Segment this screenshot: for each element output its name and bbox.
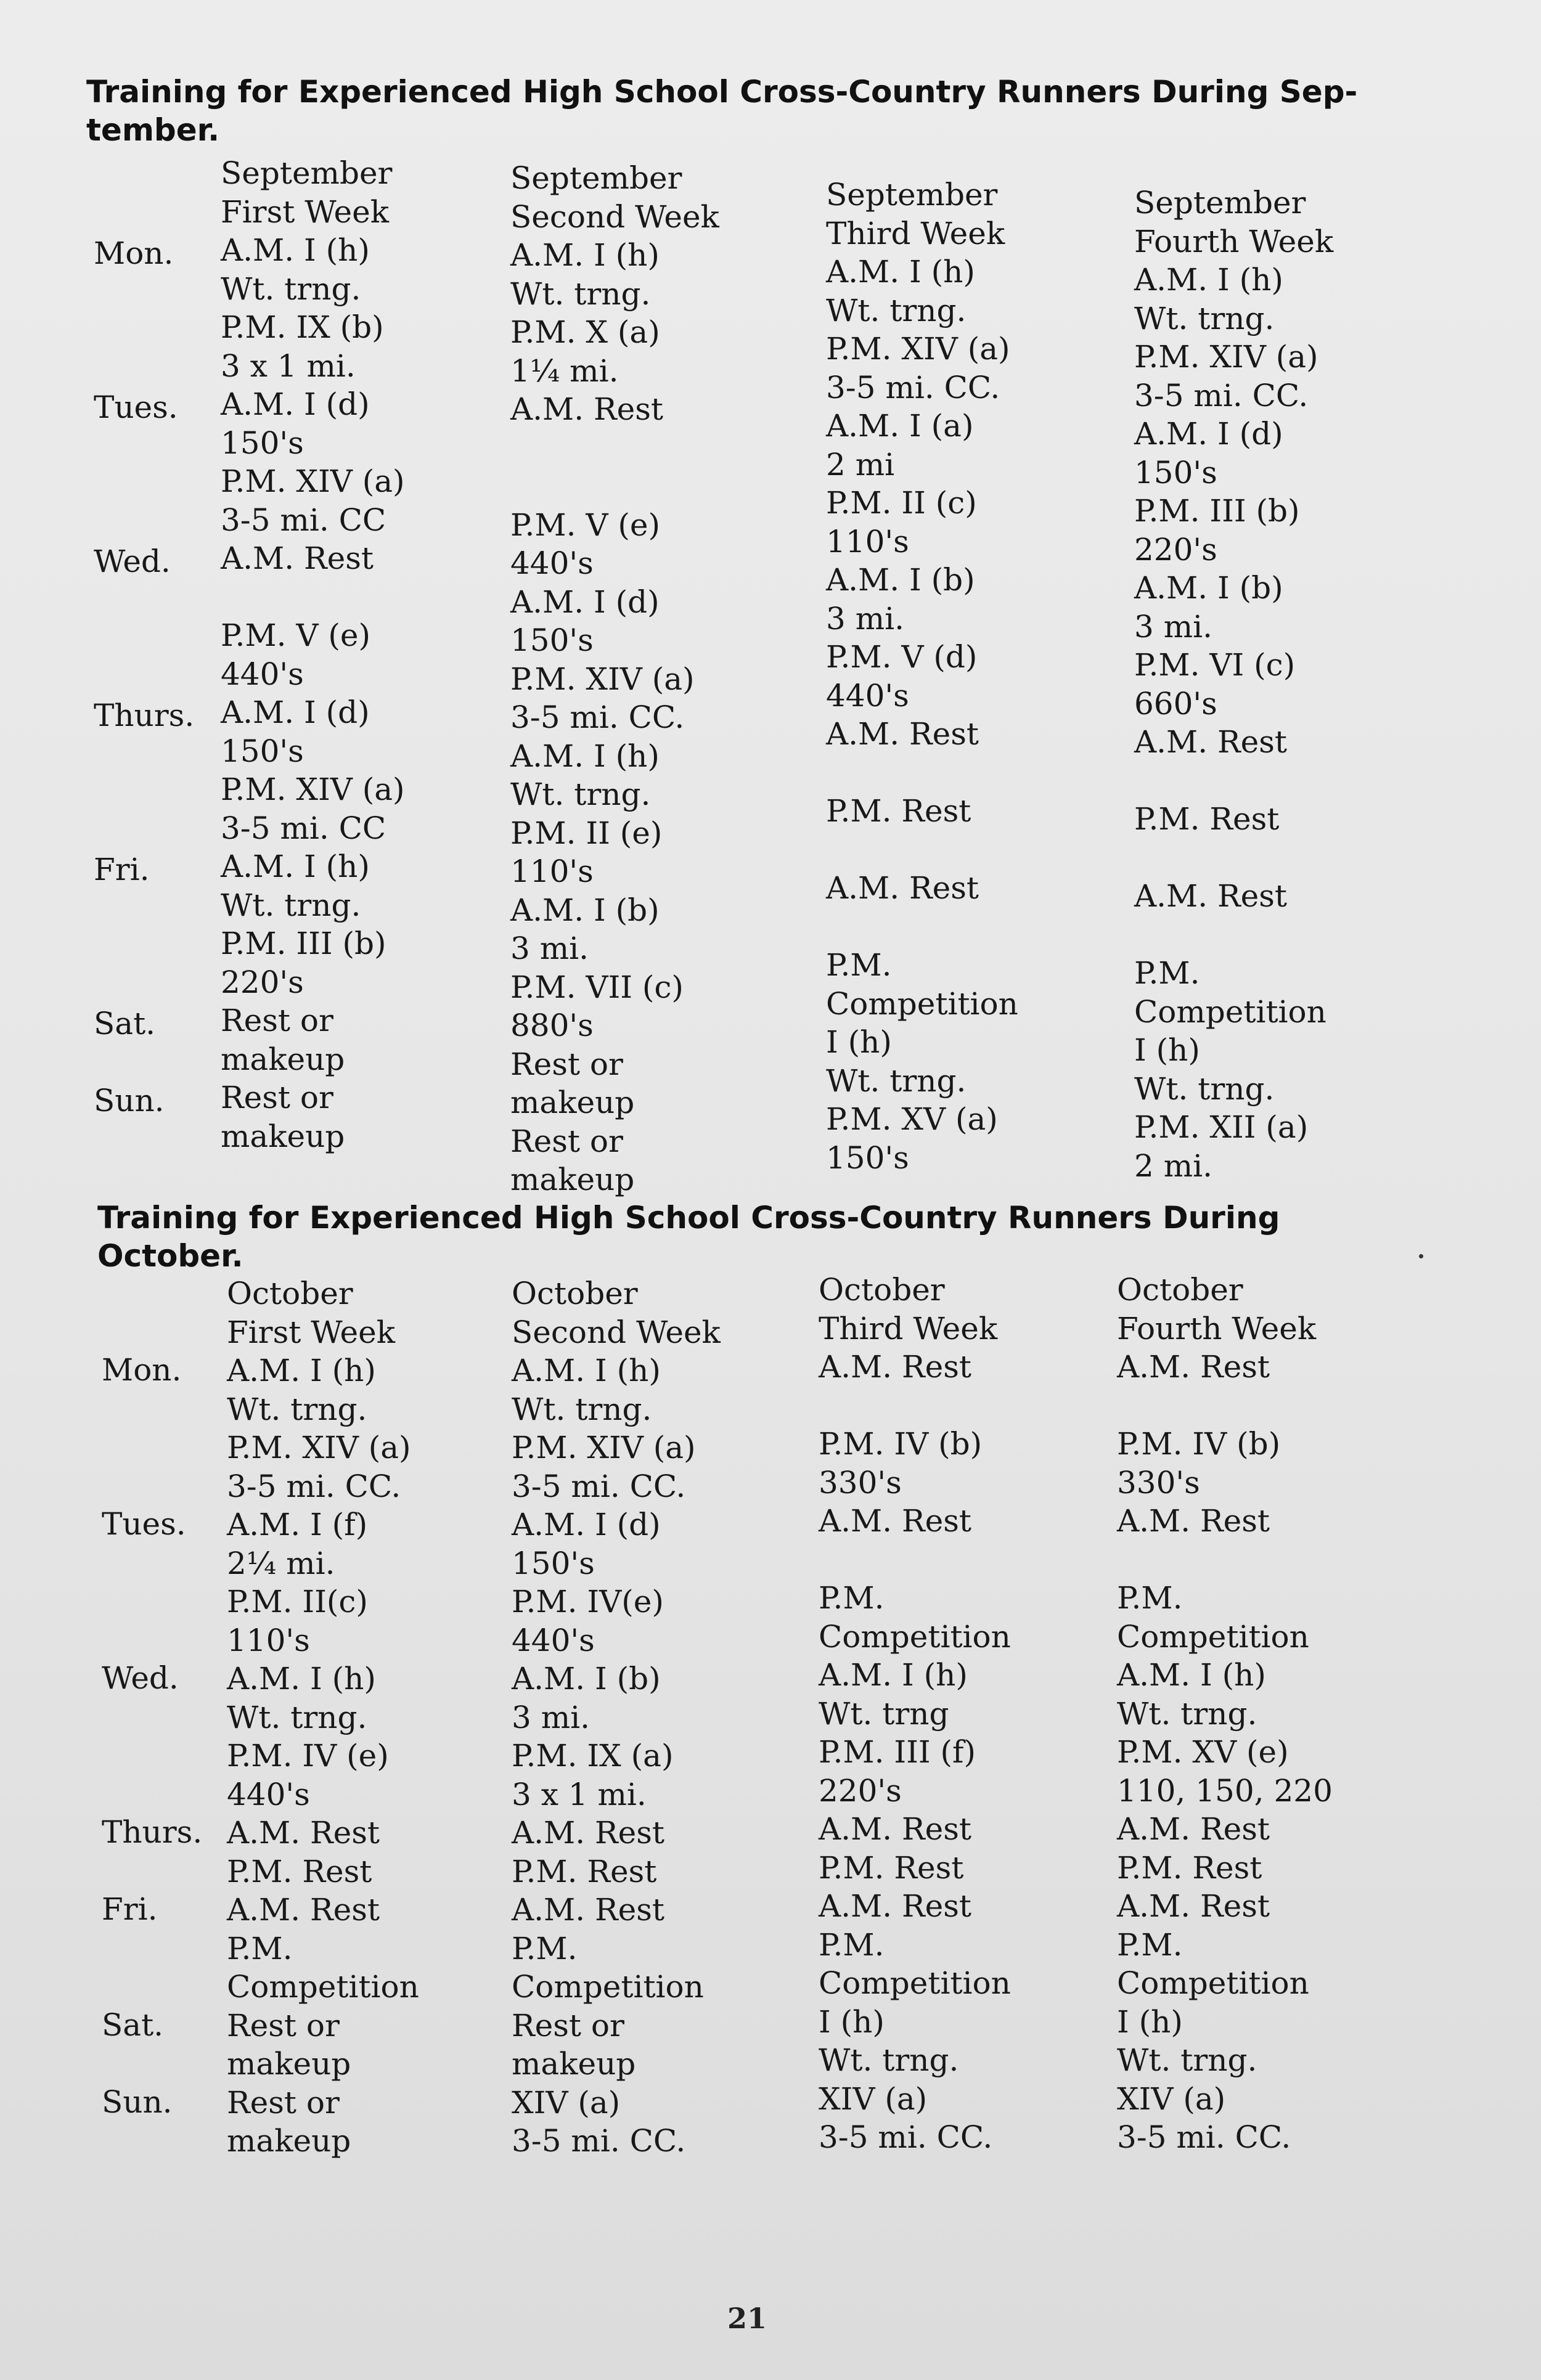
schedule-line: A.M. I (h) xyxy=(819,1657,968,1693)
schedule-line: Wt. trng. xyxy=(826,292,967,328)
schedule-line xyxy=(94,735,194,774)
schedule-line: P.M. xyxy=(819,1580,885,1616)
october-week3-column xyxy=(819,1271,1011,2157)
schedule-line: P.M. IV (b) xyxy=(1117,1426,1281,1462)
page-number: 21 xyxy=(727,2302,767,2335)
schedule-line: September xyxy=(510,160,682,196)
schedule-line: 3 mi. xyxy=(826,600,905,637)
schedule-line xyxy=(94,350,194,389)
schedule-line: P.M. V (e) xyxy=(221,617,370,653)
schedule-line xyxy=(94,1043,194,1082)
schedule-line xyxy=(102,1736,202,1775)
schedule-line: I (h) xyxy=(826,1024,892,1060)
schedule-line: 110, 150, 220 xyxy=(1117,1772,1333,1809)
schedule-line xyxy=(94,773,194,812)
schedule-line: P.M. VI (c) xyxy=(1134,647,1296,683)
schedule-line: A.M. Rest xyxy=(826,716,979,752)
schedule-line: Competition xyxy=(819,1965,1011,2001)
schedule-line: Rest or xyxy=(510,1046,623,1082)
schedule-line: 330's xyxy=(819,1464,902,1501)
schedule-line: P.M. II (e) xyxy=(510,815,663,851)
schedule-line: A.M. Rest xyxy=(221,540,374,576)
schedule-line: P.M. III (b) xyxy=(1134,493,1300,529)
schedule-line: Competition xyxy=(1117,1965,1309,2001)
schedule-line xyxy=(102,1390,202,1428)
schedule-line: makeup xyxy=(227,2046,351,2082)
schedule-line: 3-5 mi. CC. xyxy=(1134,377,1309,414)
schedule-line: Wt. trng. xyxy=(221,271,361,307)
schedule-line: Rest or xyxy=(510,1123,623,1159)
schedule-line xyxy=(826,754,1018,793)
schedule-line: 3 mi. xyxy=(512,1699,591,1735)
schedule-line: 220's xyxy=(1134,531,1217,568)
september-week4-column xyxy=(1134,184,1333,1185)
schedule-line: P.M. xyxy=(1117,1580,1183,1616)
schedule-line: makeup xyxy=(510,1085,635,1120)
schedule-line: A.M. Rest xyxy=(819,1503,971,1539)
schedule-line: A.M. Rest xyxy=(826,870,979,906)
schedule-line: A.M. I (h) xyxy=(1134,262,1283,298)
schedule-line: 440's xyxy=(826,677,909,714)
schedule-line: 150's xyxy=(1134,454,1217,491)
schedule-line: October xyxy=(512,1276,638,1311)
schedule-line: 3 mi. xyxy=(510,931,589,966)
schedule-line: A.M. I (b) xyxy=(826,562,975,598)
october-week4-column xyxy=(1117,1271,1333,2157)
schedule-line: P.M. XIV (a) xyxy=(826,331,1010,367)
schedule-line: Wt. trng. xyxy=(510,776,651,812)
schedule-line: 110's xyxy=(227,1622,310,1658)
schedule-line: 150's xyxy=(221,425,304,461)
schedule-line: A.M. I (h) xyxy=(510,738,660,774)
schedule-line: A.M. I (h) xyxy=(221,232,370,268)
schedule-line: Wt. trng. xyxy=(826,1062,967,1099)
schedule-line: 880's xyxy=(510,1008,594,1043)
schedule-line: Wt. trng. xyxy=(510,275,651,312)
schedule-line: A.M. Rest xyxy=(1134,724,1287,760)
schedule-line: First Week xyxy=(227,1314,396,1350)
schedule-line: P.M. Rest xyxy=(826,793,971,829)
schedule-line: September xyxy=(1134,185,1306,221)
schedule-line: Fri. xyxy=(102,1891,158,1927)
schedule-line: Fourth Week xyxy=(1117,1310,1317,1347)
schedule-line: P.M. Rest xyxy=(1134,801,1280,837)
september-week1-column xyxy=(221,154,405,1155)
schedule-line xyxy=(102,1929,202,1968)
schedule-line xyxy=(510,429,719,468)
schedule-line: Rest or xyxy=(221,1080,333,1115)
schedule-line xyxy=(102,1775,202,1814)
schedule-line: Wt. trng. xyxy=(227,1391,367,1427)
schedule-line: P.M. XIV (a) xyxy=(512,1430,696,1465)
schedule-line: makeup xyxy=(510,1162,635,1197)
schedule-line: 3-5 mi. CC. xyxy=(1117,2119,1291,2155)
schedule-line: 3 x 1 mi. xyxy=(221,348,356,384)
schedule-line: Second Week xyxy=(510,198,719,235)
schedule-line: 3-5 mi. CC. xyxy=(227,1468,401,1504)
schedule-line: A.M. Rest xyxy=(512,1892,664,1928)
schedule-line: Wt. trng. xyxy=(227,1699,367,1735)
schedule-line: A.M. I (h) xyxy=(512,1353,661,1388)
schedule-line: Third Week xyxy=(819,1310,998,1347)
schedule-line: P.M. XIV (a) xyxy=(1134,339,1318,375)
schedule-line: Wt. trng. xyxy=(221,887,361,923)
schedule-line xyxy=(510,467,719,506)
schedule-line: Sat. xyxy=(102,2007,164,2043)
schedule-line xyxy=(94,311,194,350)
schedule-line xyxy=(94,465,194,504)
schedule-line: P.M. IX (b) xyxy=(221,309,384,345)
schedule-line xyxy=(1117,1541,1333,1579)
schedule-line: Competition xyxy=(1134,993,1326,1030)
schedule-line: A.M. I (d) xyxy=(1134,416,1283,452)
schedule-line: 3-5 mi. CC. xyxy=(819,2119,993,2155)
schedule-line: September xyxy=(826,177,998,213)
schedule-line: A.M. I (d) xyxy=(512,1507,661,1543)
schedule-line: A.M. Rest xyxy=(1117,1811,1270,1847)
schedule-line: Wt. trng. xyxy=(1117,2042,1257,2078)
schedule-line xyxy=(221,578,405,617)
schedule-line xyxy=(94,581,194,620)
schedule-line xyxy=(819,1387,1011,1425)
schedule-line: A.M. Rest xyxy=(819,1811,971,1847)
schedule-line: P.M. Rest xyxy=(227,1853,372,1889)
schedule-line: XIV (a) xyxy=(1117,2080,1226,2117)
schedule-line: 3-5 mi. CC. xyxy=(826,369,1000,405)
schedule-line: 440's xyxy=(510,545,594,581)
schedule-line: A.M. Rest xyxy=(227,1815,380,1851)
schedule-line xyxy=(94,658,194,697)
schedule-line: A.M. I (d) xyxy=(510,584,660,620)
schedule-line: A.M. Rest xyxy=(1117,1349,1270,1385)
schedule-line: 110's xyxy=(826,523,909,560)
schedule-line: Wt. trng. xyxy=(1134,1070,1275,1107)
schedule-line: First Week xyxy=(221,194,390,230)
schedule-line xyxy=(94,889,194,928)
schedule-line: 110's xyxy=(510,854,594,889)
schedule-line: A.M. I (d) xyxy=(221,386,370,422)
schedule-line: P.M. xyxy=(227,1930,293,1966)
schedule-line: A.M. I (h) xyxy=(227,1661,376,1697)
october-day-labels xyxy=(102,1351,202,2160)
schedule-line: Tues. xyxy=(94,389,178,425)
schedule-line: 150's xyxy=(512,1545,595,1581)
schedule-line: 3-5 mi. CC xyxy=(221,502,386,538)
schedule-line xyxy=(102,1467,202,1506)
schedule-line: 660's xyxy=(1134,685,1217,722)
schedule-line xyxy=(102,2044,202,2083)
schedule-line: 440's xyxy=(221,656,304,692)
schedule-line: P.M. Rest xyxy=(819,1849,964,1886)
schedule-line: Competition xyxy=(819,1618,1011,1655)
schedule-line: P.M. XV (e) xyxy=(1117,1734,1289,1770)
schedule-line: Wt. trng xyxy=(819,1695,949,1732)
schedule-line xyxy=(819,1541,1011,1579)
schedule-line: makeup xyxy=(221,1118,345,1154)
schedule-line: P.M. IV(e) xyxy=(512,1584,664,1620)
schedule-line: Sun. xyxy=(94,1083,165,1119)
schedule-line xyxy=(102,1967,202,2006)
schedule-line: A.M. Rest xyxy=(1117,1888,1270,1924)
schedule-line: Mon. xyxy=(94,235,174,271)
september-week2-column xyxy=(510,159,719,1199)
schedule-line: P.M. XII (a) xyxy=(1134,1109,1309,1145)
schedule-line: P.M. XV (a) xyxy=(826,1101,998,1137)
schedule-line: A.M. I (a) xyxy=(826,408,974,444)
schedule-line: 330's xyxy=(1117,1464,1200,1501)
schedule-line: P.M. X (a) xyxy=(510,314,660,350)
schedule-line: P.M. Rest xyxy=(1117,1849,1262,1886)
schedule-line: XIV (a) xyxy=(819,2080,928,2117)
schedule-line xyxy=(826,908,1018,947)
schedule-line: 2 mi xyxy=(826,446,895,483)
schedule-line: A.M. I (b) xyxy=(512,1661,661,1697)
schedule-line: October xyxy=(819,1272,945,1308)
print-speck xyxy=(1419,1254,1423,1258)
schedule-line: P.M. IV (b) xyxy=(819,1426,983,1462)
schedule-line: P.M. IV (e) xyxy=(227,1738,389,1774)
schedule-line: Thurs. xyxy=(94,698,195,733)
schedule-line: I (h) xyxy=(1134,1032,1200,1068)
schedule-line: A.M. I (h) xyxy=(510,237,660,273)
schedule-line: P.M. III (f) xyxy=(819,1734,976,1770)
schedule-line: P.M. II(c) xyxy=(227,1584,368,1620)
schedule-line: Competition xyxy=(227,1969,419,2005)
schedule-line: Wt. trng. xyxy=(512,1391,652,1427)
schedule-line: A.M. Rest xyxy=(227,1892,380,1928)
schedule-line: Competition xyxy=(512,1969,704,2005)
schedule-line: Wed. xyxy=(94,544,171,579)
schedule-line: P.M. VII (c) xyxy=(510,969,684,1005)
schedule-line: A.M. I (b) xyxy=(510,892,660,928)
schedule-line: makeup xyxy=(512,2046,636,2082)
schedule-line: 150's xyxy=(826,1139,909,1176)
october-section-heading: Training for Experienced High School Cross-Country Runners During October. xyxy=(97,1200,1280,1274)
schedule-line: P.M. XIV (a) xyxy=(221,463,405,499)
september-day-labels xyxy=(94,234,194,1159)
schedule-line: Second Week xyxy=(512,1314,721,1350)
schedule-line: Rest or xyxy=(227,2007,340,2044)
schedule-line: Tues. xyxy=(102,1506,186,1542)
schedule-line xyxy=(94,619,194,658)
schedule-line: Wt. trng. xyxy=(819,2042,959,2078)
schedule-line xyxy=(94,427,194,466)
september-week3-column xyxy=(826,176,1018,1177)
schedule-line: P.M. IX (a) xyxy=(512,1738,674,1774)
schedule-line xyxy=(102,1428,202,1467)
schedule-line: 3-5 mi. CC. xyxy=(510,699,685,735)
schedule-line xyxy=(102,1582,202,1621)
schedule-line: P.M. xyxy=(512,1930,578,1966)
schedule-line xyxy=(1134,762,1333,801)
schedule-line: P.M. XIV (a) xyxy=(227,1430,411,1465)
schedule-line: Rest or xyxy=(221,1003,333,1038)
schedule-line xyxy=(1134,839,1333,878)
schedule-line xyxy=(94,812,194,851)
schedule-line: 2 mi. xyxy=(1134,1147,1213,1184)
schedule-line xyxy=(94,1120,194,1159)
schedule-line: P.M. XIV (a) xyxy=(221,772,405,807)
schedule-line: 2¼ mi. xyxy=(227,1545,335,1581)
schedule-line: P.M. xyxy=(1134,955,1200,991)
october-week1-column xyxy=(227,1274,419,2161)
schedule-line: A.M. Rest xyxy=(819,1349,971,1385)
schedule-line xyxy=(826,831,1018,870)
schedule-line: A.M. I (f) xyxy=(227,1507,368,1543)
schedule-line: A.M. I (d) xyxy=(221,695,370,730)
schedule-line: Third Week xyxy=(826,215,1005,251)
september-section-heading: Training for Experienced High School Cross-Country Runners During Sep- tember. xyxy=(86,74,1358,148)
schedule-line: October xyxy=(1117,1272,1243,1308)
schedule-line xyxy=(102,1544,202,1583)
schedule-line: 150's xyxy=(221,733,304,769)
schedule-line: Fri. xyxy=(94,852,150,887)
schedule-line xyxy=(102,1852,202,1891)
schedule-line: 220's xyxy=(221,964,304,1000)
schedule-line xyxy=(94,927,194,966)
schedule-line: A.M. I (b) xyxy=(1134,570,1283,606)
schedule-line: Sat. xyxy=(94,1006,156,1041)
schedule-line: P.M. xyxy=(826,947,892,983)
schedule-line: Competition xyxy=(1117,1618,1309,1655)
schedule-line: P.M. III (b) xyxy=(221,926,386,961)
october-week2-column xyxy=(512,1274,721,2161)
schedule-line: A.M. Rest xyxy=(510,391,663,427)
schedule-line: A.M. Rest xyxy=(1134,878,1287,914)
schedule-line xyxy=(102,2121,202,2160)
schedule-line: Competition xyxy=(826,985,1018,1022)
schedule-line: Thurs. xyxy=(102,1814,203,1850)
schedule-line: P.M. XIV (a) xyxy=(510,661,695,697)
schedule-line: Sun. xyxy=(102,2084,173,2120)
schedule-line: 3-5 mi. CC. xyxy=(512,2123,686,2159)
schedule-line: 3 x 1 mi. xyxy=(512,1776,647,1812)
schedule-line: Rest or xyxy=(227,2084,340,2121)
schedule-line: 220's xyxy=(819,1772,902,1809)
schedule-line: A.M. I (h) xyxy=(227,1353,376,1388)
schedule-line: Wt. trng. xyxy=(1117,1695,1257,1732)
schedule-line: I (h) xyxy=(819,2003,885,2040)
schedule-line: makeup xyxy=(221,1041,345,1077)
schedule-line xyxy=(94,273,194,312)
schedule-line: P.M. V (d) xyxy=(826,639,978,675)
schedule-line: A.M. Rest xyxy=(819,1888,971,1924)
schedule-line: A.M. Rest xyxy=(1117,1503,1270,1539)
schedule-line: 150's xyxy=(510,622,594,658)
schedule-line: 3 mi. xyxy=(1134,608,1213,645)
schedule-line: 3-5 mi. CC xyxy=(221,810,386,846)
schedule-line: 440's xyxy=(512,1622,595,1658)
schedule-line: A.M. I (h) xyxy=(826,254,975,290)
schedule-line: 440's xyxy=(227,1776,310,1812)
schedule-line xyxy=(94,504,194,543)
schedule-line xyxy=(102,1621,202,1660)
schedule-line: Mon. xyxy=(102,1352,182,1388)
schedule-line: Rest or xyxy=(512,2007,624,2044)
schedule-line: October xyxy=(227,1276,353,1311)
schedule-line: A.M. I (h) xyxy=(1117,1657,1266,1693)
schedule-line: P.M. xyxy=(1117,1926,1183,1963)
schedule-line xyxy=(1117,1387,1333,1425)
schedule-line: P.M. V (e) xyxy=(510,507,660,543)
schedule-line: 1¼ mi. xyxy=(510,353,619,389)
schedule-line xyxy=(1134,916,1333,955)
schedule-line: A.M. I (h) xyxy=(221,849,370,884)
schedule-line: Fourth Week xyxy=(1134,223,1334,259)
schedule-line: I (h) xyxy=(1117,2003,1183,2040)
schedule-line: P.M. II (c) xyxy=(826,485,977,521)
schedule-line: 3-5 mi. CC. xyxy=(512,1468,686,1504)
schedule-line: P.M. Rest xyxy=(512,1853,657,1889)
schedule-line: XIV (a) xyxy=(512,2084,621,2121)
schedule-line: P.M. xyxy=(819,1926,885,1963)
schedule-line xyxy=(94,966,194,1005)
schedule-line xyxy=(102,1698,202,1737)
schedule-line: makeup xyxy=(227,2123,351,2159)
schedule-line: Wed. xyxy=(102,1660,179,1696)
schedule-line: Wt. trng. xyxy=(1134,300,1275,336)
schedule-line: September xyxy=(221,155,393,191)
schedule-line: A.M. Rest xyxy=(512,1815,664,1851)
